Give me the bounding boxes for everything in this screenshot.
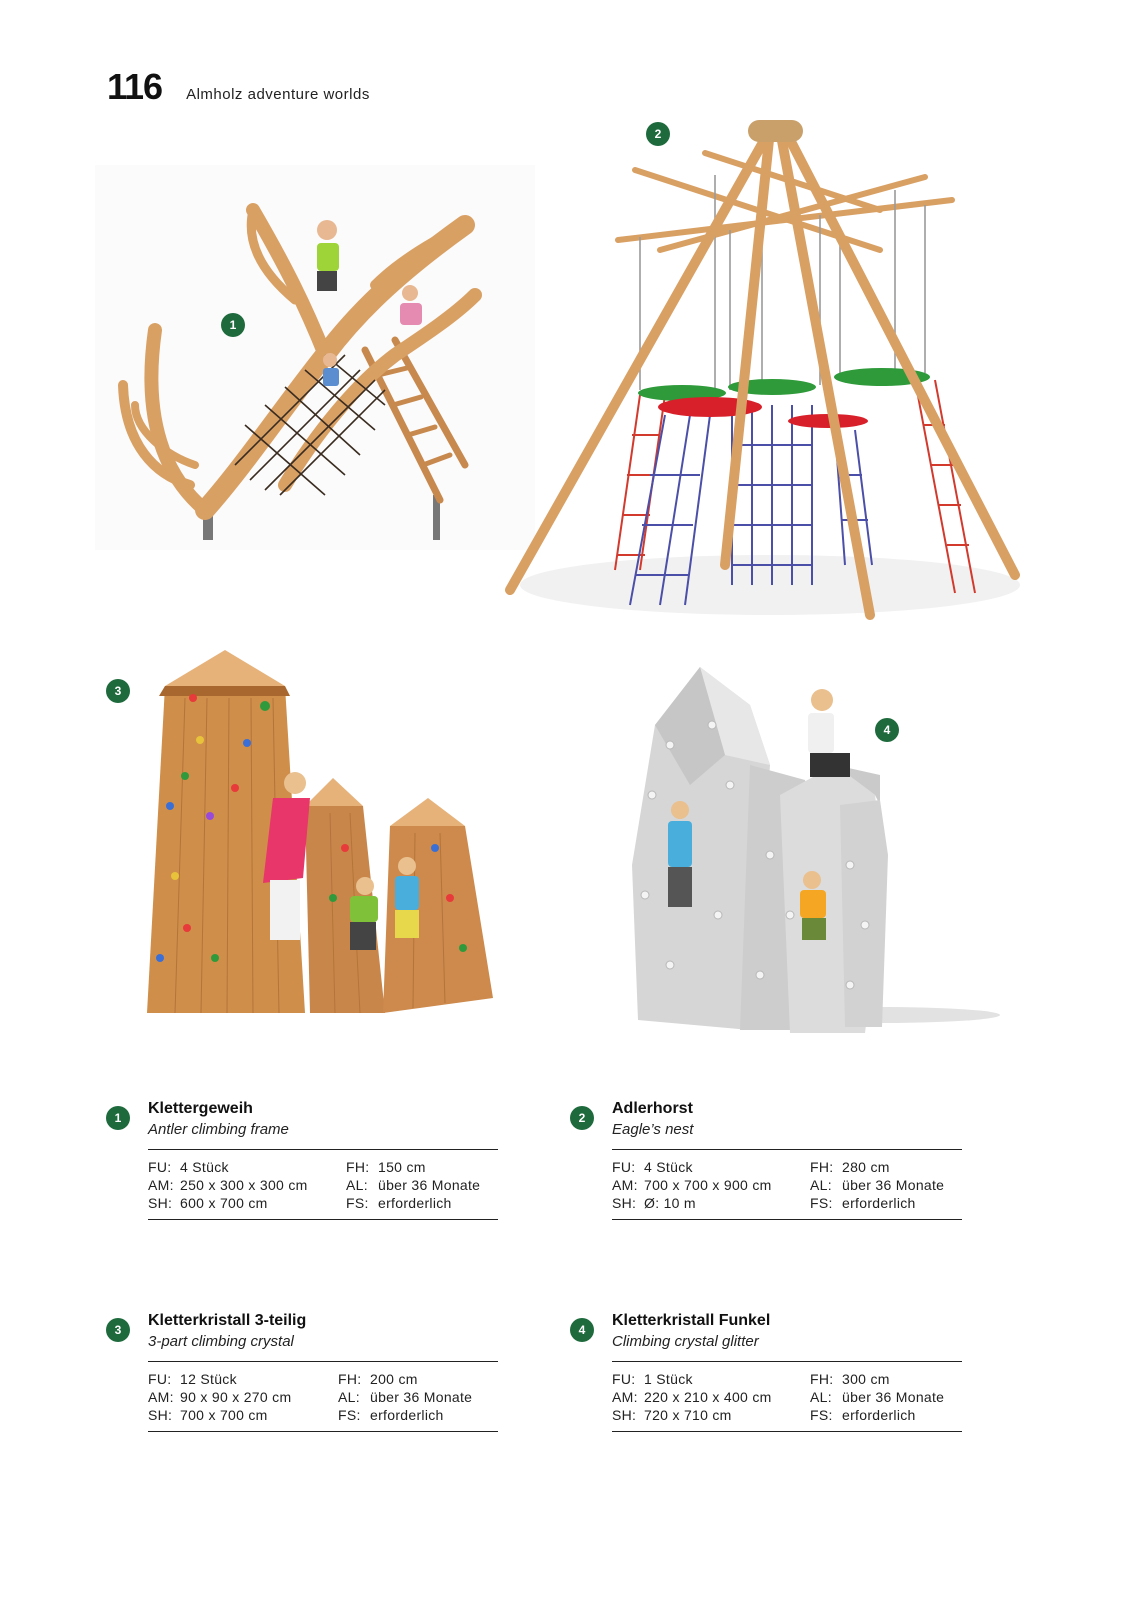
spec-sh <box>148 1195 346 1211</box>
spec-fh <box>338 1371 498 1387</box>
spec-key: FS: <box>338 1407 361 1423</box>
spec-key: FH: <box>346 1159 370 1175</box>
product-title: Klettergeweih <box>148 1100 253 1117</box>
figure-badge-3: 3 <box>106 679 130 703</box>
spec-table <box>148 1159 498 1211</box>
spec-sh <box>612 1195 810 1211</box>
product-badge-3: 3 <box>106 1318 130 1342</box>
spec-key: AL: <box>810 1177 832 1193</box>
spec-fu <box>148 1371 338 1387</box>
spec-al <box>810 1177 962 1193</box>
divider <box>148 1431 498 1432</box>
divider <box>148 1361 498 1362</box>
spec-key: FU: <box>148 1159 172 1175</box>
spec-value: über 36 Monate <box>370 1389 473 1405</box>
section-title: Almholz adventure worlds <box>186 86 370 103</box>
spec-key: SH: <box>148 1195 173 1211</box>
product-title: Kletterkristall Funkel <box>612 1312 771 1329</box>
spec-key: SH: <box>612 1407 637 1423</box>
spec-table <box>612 1371 962 1423</box>
product-badge-4: 4 <box>570 1318 594 1342</box>
spec-value: 12 Stück <box>180 1371 237 1387</box>
spec-sh <box>612 1407 810 1423</box>
figure-badge-1: 1 <box>221 313 245 337</box>
product-spec-kletterkristall-3-teilig <box>114 1312 498 1432</box>
figure-badge-2: 2 <box>646 122 670 146</box>
antler-climbing-frame-image <box>95 165 535 550</box>
spec-am <box>148 1389 338 1405</box>
spec-table <box>148 1371 498 1423</box>
spec-value: 700 x 700 cm <box>180 1407 268 1423</box>
spec-value: 700 x 700 x 900 cm <box>644 1177 772 1193</box>
spec-value: 1 Stück <box>644 1371 693 1387</box>
spec-key: SH: <box>148 1407 173 1423</box>
spec-key: FH: <box>338 1371 362 1387</box>
spec-value: Ø: 10 m <box>644 1195 696 1211</box>
spec-value: 4 Stück <box>644 1159 693 1175</box>
spec-key: FU: <box>148 1371 172 1387</box>
spec-key: AM: <box>612 1389 638 1405</box>
spec-fs <box>346 1195 498 1211</box>
spec-value: 220 x 210 x 400 cm <box>644 1389 772 1405</box>
spec-table <box>612 1159 962 1211</box>
spec-key: AL: <box>338 1389 360 1405</box>
spec-key: FS: <box>810 1407 833 1423</box>
spec-fh <box>810 1159 962 1175</box>
page-header <box>107 66 370 108</box>
spec-key: FS: <box>346 1195 369 1211</box>
spec-value: erforderlich <box>842 1195 916 1211</box>
product-subtitle: Climbing crystal glitter <box>612 1333 759 1350</box>
spec-value: 4 Stück <box>180 1159 229 1175</box>
spec-value: 600 x 700 cm <box>180 1195 268 1211</box>
spec-al <box>338 1389 498 1405</box>
eagles-nest-image <box>500 115 1025 625</box>
spec-am <box>148 1177 346 1193</box>
spec-al <box>810 1389 962 1405</box>
spec-fh <box>346 1159 498 1175</box>
spec-key: FS: <box>810 1195 833 1211</box>
spec-value: 300 cm <box>842 1371 890 1387</box>
product-spec-kletterkristall-funkel <box>578 1312 962 1432</box>
spec-value: über 36 Monate <box>378 1177 481 1193</box>
spec-fs <box>810 1407 962 1423</box>
spec-key: SH: <box>612 1195 637 1211</box>
spec-value: 200 cm <box>370 1371 418 1387</box>
spec-key: AL: <box>346 1177 368 1193</box>
spec-key: AM: <box>148 1177 174 1193</box>
product-subtitle: Eagle’s nest <box>612 1121 694 1138</box>
product-spec-klettergeweih <box>114 1100 498 1220</box>
spec-fh <box>810 1371 962 1387</box>
product-spec-adlerhorst <box>578 1100 962 1220</box>
spec-fs <box>338 1407 498 1423</box>
product-title: Adlerhorst <box>612 1100 693 1117</box>
divider <box>148 1149 498 1150</box>
product-badge-1: 1 <box>106 1106 130 1130</box>
product-title: Kletterkristall 3-teilig <box>148 1312 307 1329</box>
divider <box>612 1431 962 1432</box>
spec-key: FH: <box>810 1371 834 1387</box>
product-subtitle: 3-part climbing crystal <box>148 1333 294 1350</box>
product-badge-2: 2 <box>570 1106 594 1130</box>
spec-value: über 36 Monate <box>842 1389 945 1405</box>
climbing-crystal-glitter-image <box>630 665 1002 1037</box>
spec-value: 720 x 710 cm <box>644 1407 732 1423</box>
spec-value: 250 x 300 x 300 cm <box>180 1177 308 1193</box>
spec-fu <box>148 1159 346 1175</box>
spec-key: FU: <box>612 1159 636 1175</box>
figure-badge-4: 4 <box>875 718 899 742</box>
divider <box>612 1149 962 1150</box>
spec-value: über 36 Monate <box>842 1177 945 1193</box>
spec-key: AL: <box>810 1389 832 1405</box>
spec-fu <box>612 1159 810 1175</box>
spec-value: 90 x 90 x 270 cm <box>180 1389 292 1405</box>
spec-am <box>612 1389 810 1405</box>
divider <box>148 1219 498 1220</box>
spec-key: FH: <box>810 1159 834 1175</box>
spec-value: erforderlich <box>842 1407 916 1423</box>
spec-value: 280 cm <box>842 1159 890 1175</box>
spec-fu <box>612 1371 810 1387</box>
spec-key: AM: <box>612 1177 638 1193</box>
page-number: 116 <box>107 66 163 107</box>
climbing-crystal-3-part-image <box>145 648 497 1018</box>
spec-value: erforderlich <box>378 1195 452 1211</box>
spec-am <box>612 1177 810 1193</box>
spec-value: 150 cm <box>378 1159 426 1175</box>
spec-al <box>346 1177 498 1193</box>
spec-key: FU: <box>612 1371 636 1387</box>
product-subtitle: Antler climbing frame <box>148 1121 289 1138</box>
spec-sh <box>148 1407 338 1423</box>
divider <box>612 1361 962 1362</box>
divider <box>612 1219 962 1220</box>
spec-value: erforderlich <box>370 1407 444 1423</box>
spec-fs <box>810 1195 962 1211</box>
spec-key: AM: <box>148 1389 174 1405</box>
